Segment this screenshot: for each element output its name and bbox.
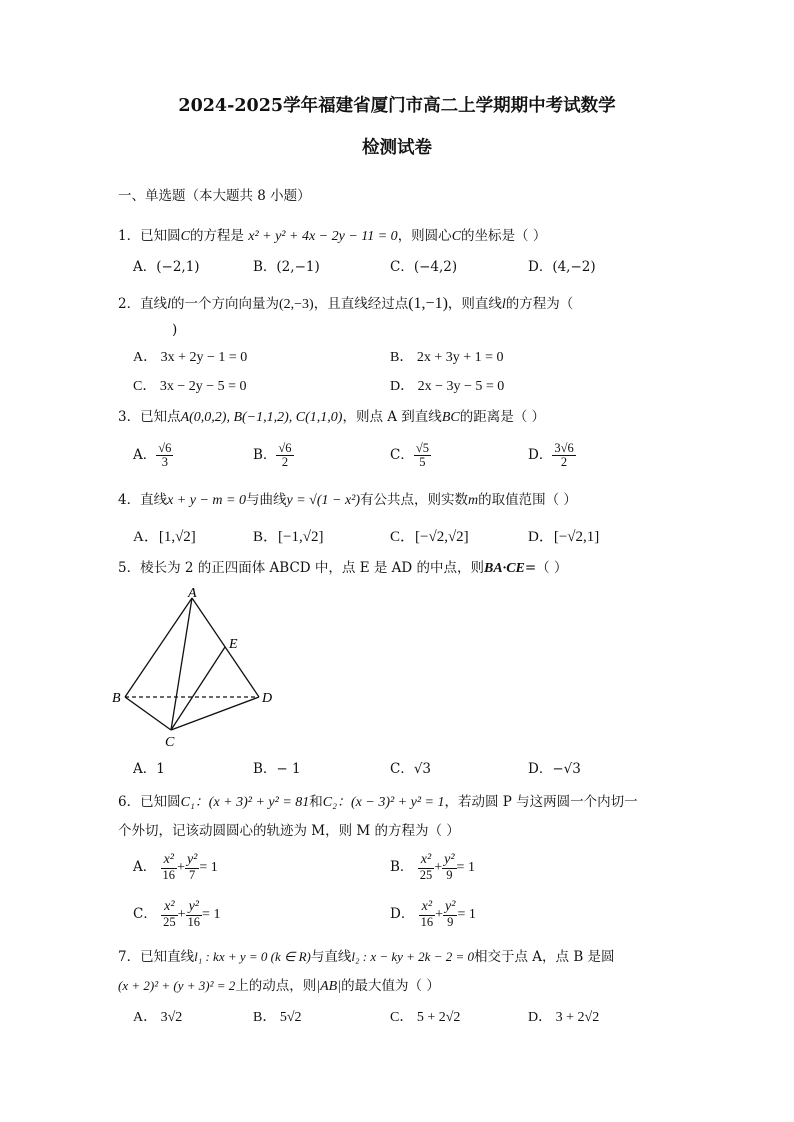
q7-option-a[interactable]: A． 3√2: [133, 1010, 183, 1025]
question-6-stem: 6．已知圆C₁：(x + 3)² + y² = 81和C₂：(x − 3)² + y² = 1，若动圆 P 与这两圆一个内切一: [118, 794, 638, 810]
q4-option-b[interactable]: B．[−1,√2]: [253, 529, 324, 545]
q5-option-b[interactable]: B．− 1: [253, 761, 301, 777]
section-heading: 一、单选题（本大题共 8 小题）: [118, 188, 311, 204]
q7-option-b[interactable]: B． 5√2: [253, 1010, 302, 1025]
q1-option-b[interactable]: B．(2,−1): [253, 259, 320, 275]
q2-option-d[interactable]: D． 2x − 3y − 5 = 0: [390, 379, 505, 394]
label-point-e: E: [229, 637, 238, 652]
q4-option-c[interactable]: C．[−√2,√2]: [390, 529, 469, 545]
question-7-stem: 7．已知直线l₁ : kx + y = 0 (k ∈ R)与直线l₂ : x − ky + 2k − 2 = 0相交于点 A，点 B 是圆: [118, 949, 615, 965]
q3-option-d[interactable]: D． $\frac{3√6}{2}$: [528, 441, 574, 470]
q6-option-a[interactable]: A． $\frac{\text{x²}}{16}$ + $\frac{\text{y²}}{7}$ = 1: [133, 852, 218, 882]
q4-option-d[interactable]: D．[−√2,1]: [528, 529, 600, 545]
q6-option-d[interactable]: D． $\frac{\text{x²}}{16}$ + $\frac{\text{y²}}{9}$ = 1: [390, 899, 476, 929]
q3-option-a[interactable]: A． $\frac{√6}{3}$: [133, 441, 172, 470]
label-vertex-b: B: [112, 691, 121, 706]
q3-option-c[interactable]: C． $\frac{√5}{5}$: [390, 441, 429, 470]
q5-option-a[interactable]: A．1: [133, 761, 165, 777]
page-title-line1: 2024-2025学年福建省厦门市高二上学期期中考试数学: [178, 96, 616, 116]
page-title-line2: 检测试卷: [362, 138, 432, 158]
label-vertex-d: D: [262, 691, 273, 706]
q2-option-b[interactable]: B． 2x + 3y + 1 = 0: [390, 350, 504, 365]
q2-option-c[interactable]: C． 3x − 2y − 5 = 0: [133, 379, 247, 394]
q1-option-a[interactable]: A．(−2,1): [133, 259, 200, 275]
q1-option-c[interactable]: C．(−4,2): [390, 259, 458, 275]
q6-option-c[interactable]: C． $\frac{\text{x²}}{25}$ + $\frac{\text{y²}}{16}$ = 1: [133, 899, 221, 929]
q1-option-d[interactable]: D．(4,−2): [528, 259, 596, 275]
label-vertex-c: C: [165, 735, 175, 750]
q5-option-d[interactable]: D．−√3: [528, 761, 581, 777]
question-4-stem: 4．直线x + y − m = 0与曲线y = √(1 − x²)有公共点，则实数m的取值范围（ ）: [118, 492, 577, 508]
tetrahedron-figure: [108, 585, 283, 750]
question-7-stem-cont: (x + 2)² + (y + 3)² = 2上的动点，则|AB|的最大值为（ ）: [118, 978, 440, 994]
q4-option-a[interactable]: A．[1,√2]: [133, 529, 196, 545]
question-5-stem: 5．棱长为 2 的正四面体 ABCD 中，点 E 是 AD 的中点，则BA·CE=（ ）: [118, 560, 568, 576]
q5-option-c[interactable]: C．√3: [390, 761, 432, 777]
q7-option-c[interactable]: C． 5 + 2√2: [390, 1010, 461, 1025]
label-vertex-a: A: [188, 586, 197, 601]
q2-option-a[interactable]: A． 3x + 2y − 1 = 0: [133, 350, 248, 365]
question-6-stem-cont: 个外切，记该动圆圆心的轨迹为 M，则 M 的方程为（ ）: [118, 823, 460, 839]
question-3-stem: 3．已知点A(0,0,2), B(−1,1,2), C(1,1,0)，则点 A 到直线BC的距离是（ ）: [118, 409, 545, 425]
q6-option-b[interactable]: B． $\frac{\text{x²}}{25}$ + $\frac{\text{y²}}{9}$ = 1: [390, 852, 475, 882]
question-2-stem-cont: ): [172, 322, 178, 338]
q3-option-b[interactable]: B． $\frac{√6}{2}$: [253, 441, 292, 470]
question-1-stem: 1．已知圆C的方程是 x² + y² + 4x − 2y − 11 = 0，则圆心C的坐标是（ ）: [118, 228, 547, 244]
question-2-stem: 2．直线l的一个方向向量为(2,−3)，且直线经过点(1,−1)，则直线l的方程为（: [118, 295, 574, 312]
q7-option-d[interactable]: D． 3 + 2√2: [528, 1010, 600, 1025]
